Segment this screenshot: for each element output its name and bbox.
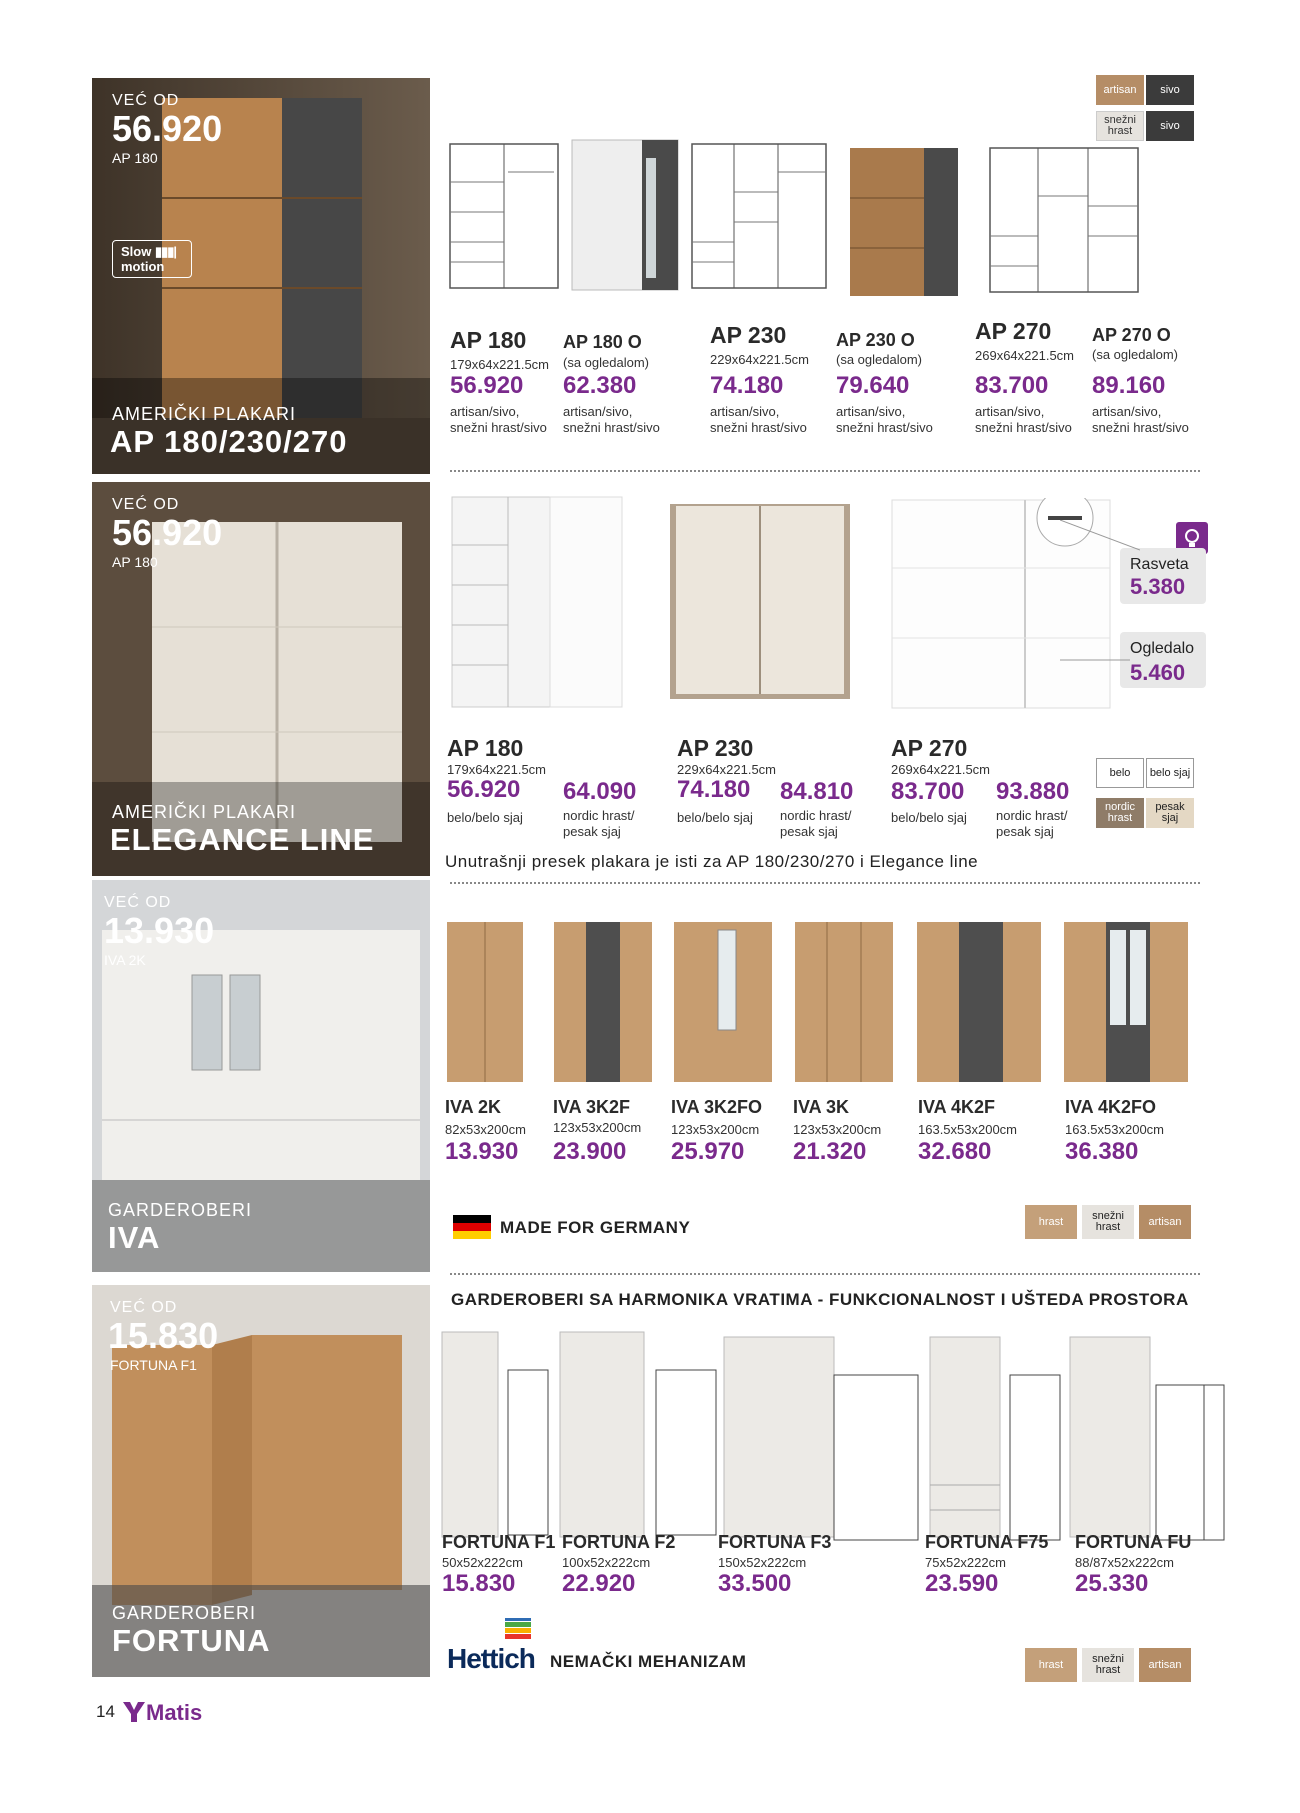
product-name: FORTUNA FU: [1075, 1532, 1192, 1552]
wardrobe-iva-3k2fo: [672, 920, 774, 1085]
product-note: belo/belo sjaj: [677, 810, 753, 825]
product-dim: (sa ogledalom): [1092, 347, 1178, 362]
hettich-logo-text: Hettich: [447, 1643, 535, 1674]
product-note: artisan/sivo, snežni hrast/sivo: [975, 404, 1072, 435]
product-price: 89.160: [1092, 372, 1166, 399]
dotted-divider: [450, 1273, 1200, 1275]
wardrobe-iva-4k2fo: [1062, 920, 1190, 1085]
product-price: 84.810: [780, 778, 854, 805]
product-dim: 100x52x222cm: [562, 1555, 651, 1570]
product-note: artisan/sivo, snežni hrast/sivo: [450, 404, 547, 435]
matis-logo-text: Matis: [146, 1700, 203, 1725]
product-price: 62.380: [563, 372, 637, 399]
product-dim: 75x52x222cm: [925, 1555, 1006, 1570]
motion-label: motion: [121, 259, 165, 274]
section-footnote: Unutrašnji presek plakara je isti za AP 180/230/270 i Elegance line: [445, 852, 979, 871]
product-name: AP 230: [677, 735, 754, 761]
product-dim: 50x52x222cm: [442, 1555, 523, 1570]
product-price: 33.500: [718, 1570, 792, 1597]
product-price: 13.930: [445, 1138, 519, 1165]
product-dim: 179x64x221.5cm: [447, 762, 547, 777]
hero-from-label: VEĆ OD: [112, 92, 180, 109]
product-price: 25.330: [1075, 1570, 1149, 1597]
hero-model: FORTUNA F1: [110, 1357, 197, 1373]
hero-elegance-panel: [92, 482, 430, 876]
product-name: IVA 2K: [445, 1097, 502, 1117]
product-name: IVA 3K: [793, 1097, 850, 1117]
swatch-sivo-2[interactable]: sivo: [1146, 111, 1194, 141]
product-name: AP 270: [975, 318, 1052, 344]
product-note: nordic hrast/ pesak sjaj: [996, 808, 1068, 839]
wardrobe-fortuna-f3: [722, 1335, 922, 1545]
product-note: artisan/sivo, snežni hrast/sivo: [563, 404, 660, 435]
wardrobe-fortuna-f1: [440, 1330, 552, 1540]
product-dim: 150x52x222cm: [718, 1555, 807, 1570]
product-name: AP 230: [710, 322, 787, 348]
product-note: belo/belo sjaj: [891, 810, 967, 825]
hero-from-label: VEĆ OD: [112, 496, 180, 513]
slow-motion-badge: Slow ▮▮▮| motion: [112, 240, 192, 278]
product-name: FORTUNA F1: [442, 1532, 556, 1552]
swatch-sivo[interactable]: sivo: [1146, 75, 1194, 105]
product-price: 83.700: [891, 778, 965, 805]
product-name: FORTUNA F75: [925, 1532, 1049, 1552]
product-dim: 163.5x53x200cm: [918, 1122, 1018, 1137]
product-dim: 179x64x221.5cm: [450, 357, 550, 372]
product-note: artisan/sivo, snežni hrast/sivo: [710, 404, 807, 435]
hettich-logo-icon: [505, 1618, 531, 1640]
hero-price: 56.920: [112, 512, 223, 553]
addon-connector: [1060, 520, 1140, 670]
hero-from-label: VEĆ OD: [104, 894, 172, 911]
addon-price: 5.460: [1130, 660, 1186, 685]
product-dim: 229x64x221.5cm: [710, 352, 810, 367]
hero-category: GARDEROBERI: [112, 1603, 257, 1623]
swatch-hrast[interactable]: hrast: [1025, 1648, 1077, 1682]
product-dim: 123x53x200cm: [553, 1120, 642, 1135]
hero-model: IVA 2K: [104, 952, 146, 968]
product-note: belo/belo sjaj: [447, 810, 523, 825]
product-name: AP 270 O: [1092, 325, 1171, 345]
wardrobe-fortuna-fu: [1068, 1335, 1228, 1545]
addon-label: Rasveta: [1130, 556, 1189, 573]
product-name: AP 180: [447, 735, 524, 761]
product-name: AP 180: [450, 327, 527, 353]
hero-from-label: VEĆ OD: [110, 1299, 178, 1316]
product-price: 74.180: [710, 372, 784, 399]
product-name: IVA 3K2F: [553, 1097, 631, 1117]
hero-iva-panel: [92, 880, 430, 1272]
slow-label: Slow: [121, 244, 152, 259]
hero-ap-panel: [92, 78, 430, 474]
product-price: 93.880: [996, 778, 1070, 805]
wardrobe-ap270-interior: [988, 146, 1140, 296]
hero-fortuna-panel: [92, 1285, 430, 1677]
wardrobe-elegance-180: [450, 495, 625, 710]
product-name: IVA 3K2FO: [671, 1097, 763, 1117]
product-name: FORTUNA F2: [562, 1532, 676, 1552]
product-price: 74.180: [677, 776, 751, 803]
wardrobe-iva-2k: [445, 920, 525, 1085]
wardrobe-fortuna-f75: [928, 1335, 1064, 1545]
hero-title: AP 180/230/270: [110, 424, 348, 459]
wardrobe-ap230o: [848, 146, 960, 298]
product-dim: 123x53x200cm: [793, 1122, 882, 1137]
hero-title: FORTUNA: [112, 1623, 271, 1658]
swatch-artisan[interactable]: artisan: [1139, 1648, 1191, 1682]
product-dim: 269x64x221.5cm: [891, 762, 991, 777]
product-name: FORTUNA F3: [718, 1532, 832, 1552]
page-number: 14: [96, 1702, 115, 1721]
fortuna-heading: GARDEROBERI SA HARMONIKA VRATIMA - FUNKCIONALNOST I UŠTEDA PROSTORA: [451, 1290, 1189, 1309]
product-dim: 88/87x52x222cm: [1075, 1555, 1175, 1570]
product-note: artisan/sivo, snežni hrast/sivo: [1092, 404, 1189, 435]
hero-category: AMERIČKI PLAKARI: [112, 404, 297, 424]
hero-category: GARDEROBERI: [108, 1200, 253, 1220]
product-dim: (sa ogledalom): [563, 355, 649, 370]
addon-label: Ogledalo: [1130, 640, 1195, 657]
product-price: 15.830: [442, 1570, 516, 1597]
product-price: 23.900: [553, 1138, 627, 1165]
swatch-snezni-hrast[interactable]: snežni hrast: [1096, 111, 1144, 141]
product-price: 25.970: [671, 1138, 745, 1165]
swatch-snezni-hrast[interactable]: snežni hrast: [1082, 1205, 1134, 1239]
product-dim: 82x53x200cm: [445, 1122, 526, 1137]
product-dim: 123x53x200cm: [671, 1122, 760, 1137]
matis-logo-icon: [123, 1702, 145, 1722]
germany-flag-icon: [453, 1215, 491, 1239]
hero-model: AP 180: [112, 554, 158, 570]
swatch-artisan[interactable]: artisan: [1096, 75, 1144, 105]
product-name: AP 180 O: [563, 332, 642, 352]
product-price: 22.920: [562, 1570, 636, 1597]
product-note: nordic hrast/ pesak sjaj: [563, 808, 635, 839]
wardrobe-ap180o: [570, 138, 680, 293]
hero-title: IVA: [108, 1220, 161, 1255]
product-name: AP 230 O: [836, 330, 915, 350]
swatch-pesak-sjaj[interactable]: pesak sjaj: [1146, 798, 1194, 828]
hero-category: AMERIČKI PLAKARI: [112, 802, 297, 822]
swatch-belo[interactable]: belo: [1096, 758, 1144, 788]
swatch-artisan[interactable]: artisan: [1139, 1205, 1191, 1239]
product-price: 36.380: [1065, 1138, 1139, 1165]
wardrobe-elegance-230: [668, 502, 853, 702]
wardrobe-iva-3k: [793, 920, 895, 1085]
dotted-divider: [450, 882, 1200, 884]
product-price: 32.680: [918, 1138, 992, 1165]
product-note: artisan/sivo, snežni hrast/sivo: [836, 404, 933, 435]
wardrobe-ap180-interior: [448, 142, 560, 292]
product-price: 56.920: [447, 776, 521, 803]
hero-price: 15.830: [108, 1315, 219, 1356]
product-name: IVA 4K2F: [918, 1097, 996, 1117]
swatch-snezni-hrast[interactable]: snežni hrast: [1082, 1648, 1134, 1682]
product-price: 21.320: [793, 1138, 867, 1165]
wardrobe-iva-4k2f: [915, 920, 1043, 1085]
hero-price: 13.930: [104, 910, 215, 951]
product-price: 79.640: [836, 372, 910, 399]
mechanism-label: NEMAČKI MEHANIZAM: [550, 1652, 747, 1671]
wardrobe-iva-3k2f: [552, 920, 654, 1085]
hero-price: 56.920: [112, 108, 223, 149]
product-note: nordic hrast/ pesak sjaj: [780, 808, 852, 839]
swatch-belo-sjaj[interactable]: belo sjaj: [1146, 758, 1194, 788]
product-dim: 229x64x221.5cm: [677, 762, 777, 777]
product-price: 23.590: [925, 1570, 999, 1597]
product-dim: 269x64x221.5cm: [975, 348, 1075, 363]
product-price: 64.090: [563, 778, 637, 805]
swatch-nordic-hrast[interactable]: nordic hrast: [1096, 798, 1144, 828]
product-dim: 163.5x53x200cm: [1065, 1122, 1165, 1137]
product-name: IVA 4K2FO: [1065, 1097, 1157, 1117]
product-price: 56.920: [450, 372, 524, 399]
product-price: 83.700: [975, 372, 1049, 399]
swatch-hrast[interactable]: hrast: [1025, 1205, 1077, 1239]
product-name: AP 270: [891, 735, 968, 761]
wardrobe-fortuna-f2: [558, 1330, 720, 1540]
product-dim: (sa ogledalom): [836, 352, 922, 367]
hero-model: AP 180: [112, 150, 158, 166]
dotted-divider: [450, 470, 1200, 472]
made-for-label: MADE FOR GERMANY: [500, 1218, 691, 1237]
wardrobe-ap230-interior: [690, 142, 828, 292]
hero-title: ELEGANCE LINE: [110, 822, 375, 857]
addon-price: 5.380: [1130, 574, 1186, 599]
